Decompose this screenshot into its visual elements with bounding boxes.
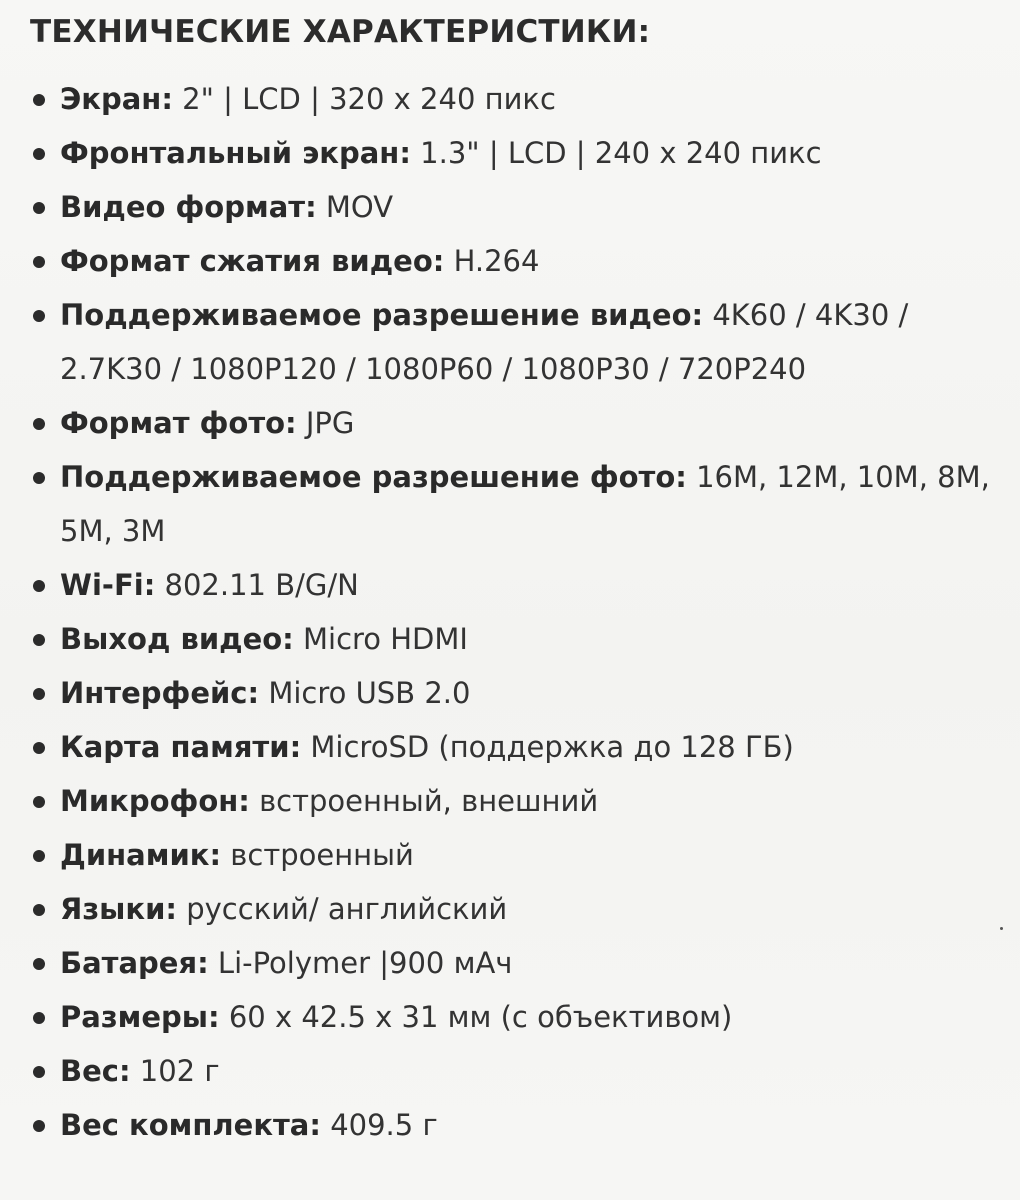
spec-value: 4K60 / 4K30 / 2.7K30 / 1080P120 / 1080P60 / 1080P30 / 720P240 (60, 298, 909, 386)
spec-label: Карта памяти: (60, 730, 302, 764)
spec-item-video-output (30, 612, 990, 666)
spec-label: Формат сжатия видео: (60, 244, 445, 278)
bullet-icon (33, 742, 45, 754)
spec-list (30, 72, 990, 1152)
spec-label: Видео формат: (60, 190, 317, 224)
bullet-icon (33, 688, 45, 700)
bullet-icon (33, 904, 45, 916)
spec-label: Интерфейс: (60, 676, 260, 710)
spec-value: 2" | LCD | 320 x 240 пикс (182, 82, 556, 116)
spec-value: встроенный, внешний (259, 784, 599, 818)
spec-value: MicroSD (поддержка до 128 ГБ) (310, 730, 794, 764)
bullet-icon (33, 580, 45, 592)
spec-label: Поддерживаемое разрешение видео: (60, 298, 704, 332)
spec-item-front-screen (30, 126, 990, 180)
bullet-icon (33, 958, 45, 970)
spec-item-kit-weight (30, 1098, 990, 1152)
bullet-icon (33, 310, 45, 322)
bullet-icon (33, 1120, 45, 1132)
spec-value: 16M, 12M, 10M, 8M, 5M, 3M (60, 460, 990, 548)
spec-value: 802.11 B/G/N (164, 568, 359, 602)
spec-value: JPG (305, 406, 355, 440)
spec-value: 60 x 42.5 x 31 мм (с объективом) (228, 1000, 733, 1034)
spec-value: MOV (325, 190, 394, 224)
bullet-icon (33, 256, 45, 268)
spec-label: Вес комплекта: (60, 1108, 321, 1142)
spec-value: 409.5 г (330, 1108, 438, 1142)
spec-value: русский/ английский (186, 892, 508, 926)
bullet-icon (33, 94, 45, 106)
bullet-icon (33, 1066, 45, 1078)
spec-label: Формат фото: (60, 406, 297, 440)
spec-item-screen (30, 72, 990, 126)
spec-value: Li-Polymer |900 мАч (217, 946, 513, 980)
spec-item-dimensions (30, 990, 990, 1044)
spec-item-speaker (30, 828, 990, 882)
spec-item-languages (30, 882, 990, 936)
spec-label: Динамик: (60, 838, 222, 872)
dust-speck (1000, 927, 1003, 930)
spec-value: 1.3" | LCD | 240 x 240 пикс (420, 136, 822, 170)
bullet-icon (33, 202, 45, 214)
bullet-icon (33, 796, 45, 808)
spec-label: Языки: (60, 892, 178, 926)
spec-value: встроенный (230, 838, 414, 872)
spec-label: Поддерживаемое разрешение фото: (60, 460, 687, 494)
spec-item-battery (30, 936, 990, 990)
spec-label: Вес: (60, 1054, 131, 1088)
spec-item-weight (30, 1044, 990, 1098)
spec-label: Wi-Fi: (60, 568, 156, 602)
spec-item-photo-format (30, 396, 990, 450)
spec-item-video-format (30, 180, 990, 234)
spec-item-video-compression (30, 234, 990, 288)
bullet-icon (33, 472, 45, 484)
spec-label: Экран: (60, 82, 173, 116)
spec-label: Микрофон: (60, 784, 250, 818)
page-title: ТЕХНИЧЕСКИЕ ХАРАКТЕРИСТИКИ: (30, 14, 651, 50)
spec-item-memory-card (30, 720, 990, 774)
spec-value: Micro HDMI (302, 622, 468, 656)
spec-label: Размеры: (60, 1000, 220, 1034)
bullet-icon (33, 418, 45, 430)
bullet-icon (33, 148, 45, 160)
spec-value: H.264 (453, 244, 540, 278)
spec-label: Батарея: (60, 946, 209, 980)
spec-label: Фронтальный экран: (60, 136, 411, 170)
bullet-icon (33, 1012, 45, 1024)
spec-value: 102 г (139, 1054, 220, 1088)
spec-value: Micro USB 2.0 (268, 676, 471, 710)
bullet-icon (33, 634, 45, 646)
spec-label: Выход видео: (60, 622, 294, 656)
spec-item-interface (30, 666, 990, 720)
spec-item-wifi (30, 558, 990, 612)
bullet-icon (33, 850, 45, 862)
spec-item-photo-resolution (30, 450, 990, 558)
spec-item-microphone (30, 774, 990, 828)
spec-item-video-resolution (30, 288, 990, 396)
